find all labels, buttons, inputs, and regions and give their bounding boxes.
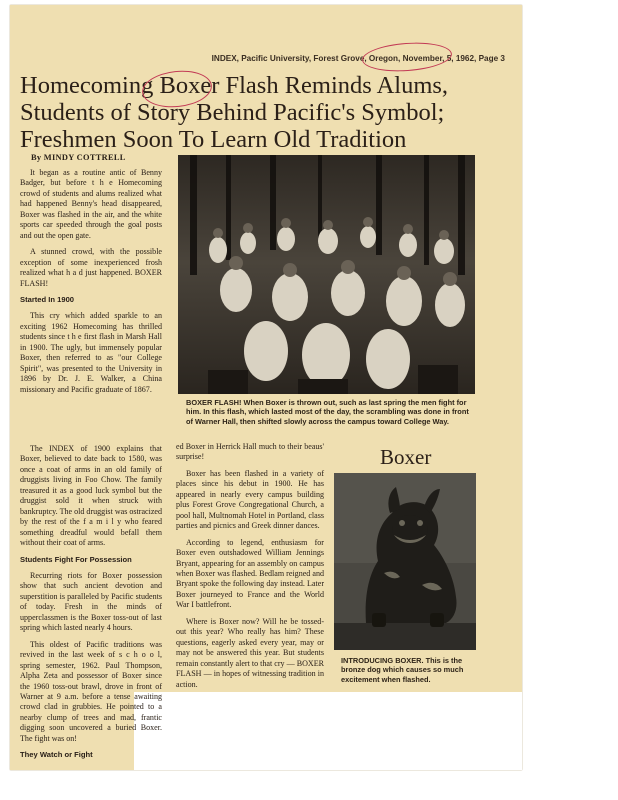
bronze-dog-illustration bbox=[334, 473, 476, 650]
dateline: INDEX, Pacific University, Forest Grove, Oregon, November, 5, 1962, Page 3 bbox=[211, 54, 505, 63]
paragraph: Recurring riots for Boxer possession show that such ancient devotion and superstition is paralleled by Pacific students of today. Fresh in the minds of upperclassmen is the Boxer toss-out of last spring which lasted nearly 4 hours. bbox=[20, 570, 162, 633]
statue-caption: INTRODUCING BOXER. This is the bronze dog which causes so much excitement when flashed. bbox=[341, 656, 464, 684]
boxer-statue-photo bbox=[334, 473, 476, 650]
clipping-cutout bbox=[134, 692, 522, 770]
paragraph: According to legend, enthusiasm for Boxer even outshadowed William Jennings Bryant, appearing for an assembly on campus when Boxer was flashed. Bedlam reigned and Bryant spoke the following day instead. Later Boxer journeyed to France and the World War I battlefront. bbox=[176, 537, 324, 610]
paragraph: Boxer has been flashed in a variety of places since his debut in 1900. He has appeared in nearly every campus building plus Forest Grove Congregational Church, a pool hall, Multnomah Hotel in Portland, class parties and picnics and Greek dinner dances. bbox=[176, 468, 324, 531]
subheading: Started In 1900 bbox=[20, 294, 75, 304]
boxer-flash-crowd-photo bbox=[178, 155, 475, 394]
boxer-heading: Boxer bbox=[380, 445, 432, 469]
article-column-2 bbox=[20, 444, 162, 767]
headline-line-3: Freshmen Soon To Learn Old Tradition bbox=[20, 126, 407, 153]
paragraph: Where is Boxer now? Will he be tossed-out this year? Who really has him? These questions, eagerly asked every year, may or may not be answered this year. But students remain constantly alert to that cry — BOXER FLASH — in hopes of witnessing tradition in action. bbox=[176, 616, 324, 689]
headline bbox=[20, 72, 520, 153]
photo-caption: BOXER FLASH! When Boxer is thrown out, such as last spring the men fight for him. In this flash, which lasted most of the day, the scrambling was done in front of Warner Hall, then shifted slowly across the campus toward College Way. bbox=[186, 398, 469, 426]
crowd-photo-illustration bbox=[178, 155, 475, 394]
paragraph: The INDEX of 1900 explains that Boxer, believed to date back to 1580, was once a coat of arms in an old family of druggists living in Foo Chow. The family treasured it as a good luck symbol but the druggist sold it when struck with bankruptcy. The old druggist was ostracized by the rest of the f a m i l y who feared something dreadful would befall them without their coat of arms. bbox=[20, 444, 162, 548]
subheading: Students Fight For Possession bbox=[20, 554, 132, 564]
article-column-1 bbox=[20, 168, 162, 395]
article-column-3 bbox=[176, 442, 324, 690]
byline: By MINDY COTTRELL bbox=[31, 153, 126, 162]
paragraph: A stunned crowd, with the possible exception of some inexperienced frosh realized what h a d just happened. BOXER FLASH! bbox=[20, 247, 162, 288]
headline-line-1: Homecoming Boxer Flash Reminds Alums, bbox=[20, 72, 449, 99]
paragraph: This oldest of Pacific traditions was revived in the last week of s c h o o l, spring semester, 1962. Paul Thompson, Alpha Zeta and possessor of Boxer since the 1960 toss-out brawl, drove in front of Warner at 9 a.m. before a tense awaiting crowd clad in grubbies. He pointed to a nearby clump of trees and mad, frantic digging soon uncovered a buried Boxer. The fight was on! bbox=[20, 639, 162, 743]
headline-line-2: Students of Story Behind Pacific's Symbol; bbox=[20, 99, 445, 126]
subheading: They Watch or Fight bbox=[20, 750, 93, 760]
paragraph: ed Boxer in Herrick Hall much to their beaus' surprise! bbox=[176, 442, 324, 462]
paragraph: This cry which added sparkle to an exciting 1962 Homecoming has thrilled students since t h e first flash in Marsh Hall in 1900. The ugly, but immensely popular Boxer, then referred to as "our College Spirit", was presented to the University in 1896 by Dr. J. E. Walker, a China missionary and Pacific graduate of 1867. bbox=[20, 311, 162, 394]
paragraph: It began as a routine antic of Benny Badger, but before t h e Homecoming crowd of students and alums realized what had happened Benny's head disappeared, Boxer was flashed in the air, and the white sports car speeded through the goal posts and out the open gate. bbox=[20, 168, 162, 240]
